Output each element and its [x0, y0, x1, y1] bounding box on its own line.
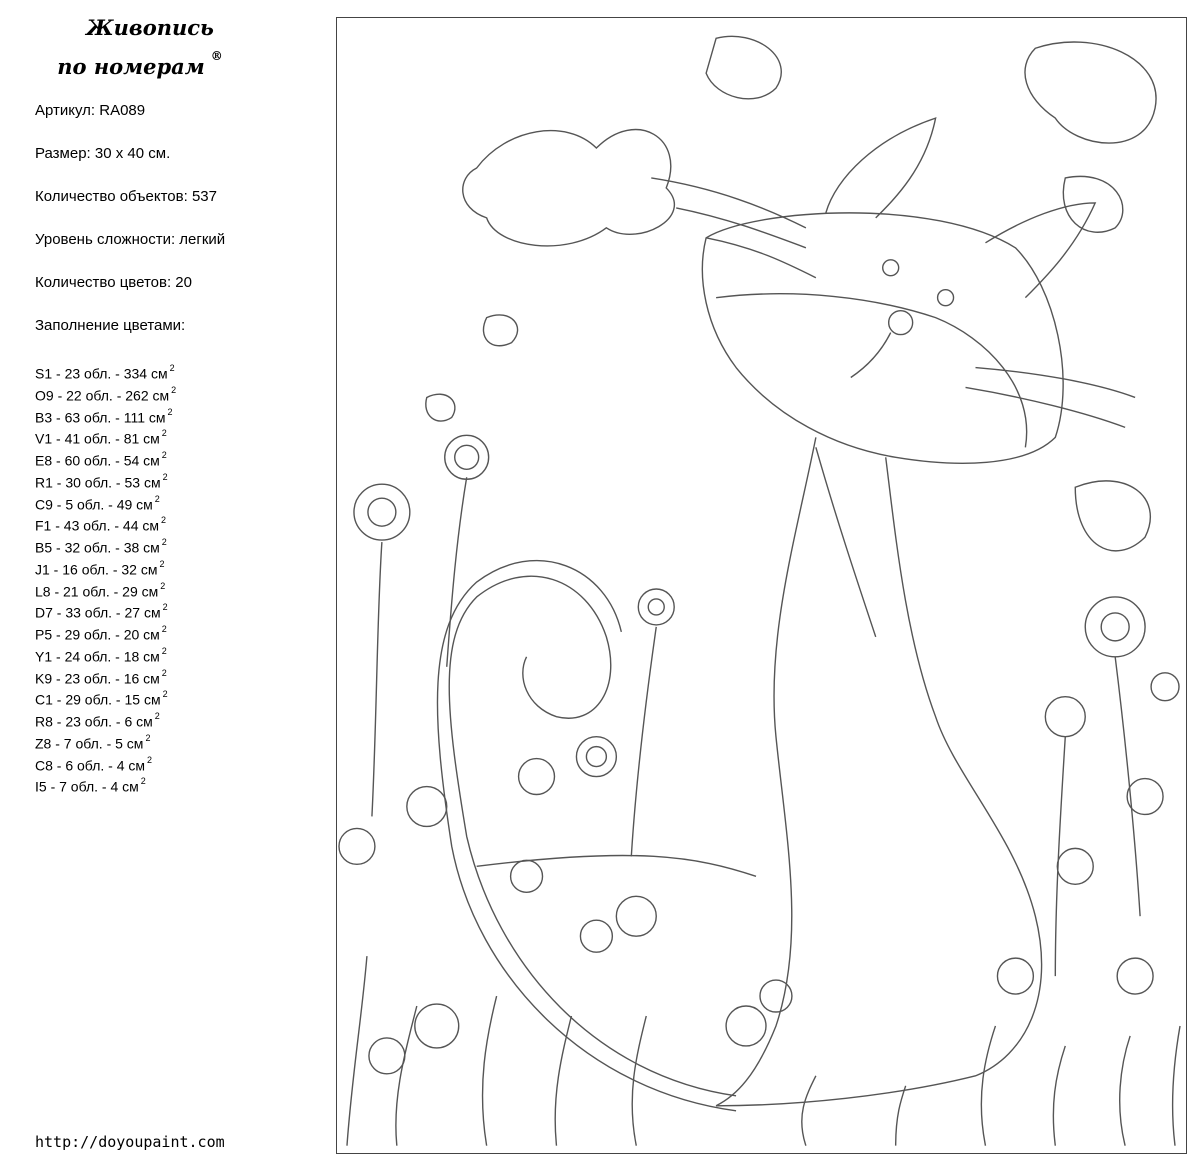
color-fill-text: B3 - 63 обл. - 111 см [35, 409, 166, 426]
square-unit-exponent: 2 [167, 406, 173, 417]
color-fill-item [35, 404, 176, 426]
square-unit-exponent: 2 [161, 537, 167, 547]
cat-neck [816, 447, 876, 637]
color-fill-text: C8 - 6 обл. - 4 см [35, 757, 145, 774]
cat-mouth [851, 333, 891, 378]
square-unit-exponent: 2 [162, 471, 168, 482]
square-unit-exponent: 2 [161, 667, 167, 678]
flowers [339, 435, 1179, 1073]
square-unit-exponent: 2 [145, 732, 151, 743]
color-fill-item [35, 730, 176, 752]
square-unit-exponent: 2 [162, 602, 168, 613]
color-fill-item [35, 534, 176, 556]
color-fill-item [35, 556, 176, 578]
grass [347, 956, 1180, 1146]
color-fill-item [35, 686, 176, 708]
color-fill-text: L8 - 21 обл. - 29 см [35, 583, 159, 600]
brand-line-2-text: по номерам [57, 54, 205, 79]
ground-line [477, 855, 756, 876]
background-blob [1025, 42, 1156, 143]
color-fill-item [35, 491, 176, 513]
square-unit-exponent: 2 [169, 363, 175, 373]
brand-title [0, 10, 300, 84]
square-unit-exponent: 2 [162, 689, 168, 700]
color-fill-text: Y1 - 24 обл. - 18 см [35, 648, 160, 665]
color-fill-text: D7 - 33 обл. - 27 см [35, 604, 161, 621]
cat-ear-left [826, 118, 936, 218]
article-line: Артикул: RA089 [35, 102, 146, 119]
background-blob [463, 130, 675, 246]
cat-whiskers-right [966, 368, 1136, 428]
color-fill-item [35, 382, 176, 404]
color-fill-text: O9 - 22 обл. - 262 см [35, 387, 170, 404]
color-fill-item [35, 621, 176, 643]
background-blob [483, 315, 517, 346]
background-blob [426, 394, 455, 421]
color-fill-item [35, 447, 176, 469]
color-fill-text: R1 - 30 обл. - 53 см [35, 474, 161, 491]
color-fill-text: F1 - 43 обл. - 44 см [35, 517, 160, 534]
color-fill-item [35, 512, 176, 534]
cat-line-art [337, 18, 1186, 1153]
flower-stems [372, 477, 1140, 976]
cat-head [702, 213, 1063, 463]
cat-whiskers-left [651, 178, 816, 278]
product-info [35, 100, 225, 358]
color-fill-item [35, 469, 176, 491]
square-unit-exponent: 2 [159, 558, 165, 569]
background-blob [1063, 176, 1122, 232]
color-fill-text: V1 - 41 обл. - 81 см [35, 430, 160, 447]
color-fill-text: K9 - 23 обл. - 16 см [35, 670, 160, 687]
square-unit-exponent: 2 [154, 711, 160, 721]
color-fill-item [35, 708, 176, 730]
color-fill-text: Z8 - 7 обл. - 5 см [35, 735, 144, 752]
square-unit-exponent: 2 [161, 515, 167, 526]
color-fill-text: S1 - 23 обл. - 334 см [35, 365, 168, 382]
coloring-canvas [336, 17, 1187, 1154]
cat-eye [938, 290, 954, 306]
color-fill-text: C1 - 29 обл. - 15 см [35, 691, 161, 708]
fill-heading: Заполнение цветами: [35, 317, 186, 334]
color-fill-text: J1 - 16 обл. - 32 см [35, 561, 158, 578]
cat-tail-inner [437, 561, 736, 1111]
cat-body [716, 437, 1041, 1105]
color-fill-item [35, 643, 176, 665]
cat-eye [883, 260, 899, 276]
color-fill-text: B5 - 32 обл. - 38 см [35, 539, 160, 556]
color-fill-item [35, 752, 176, 774]
cat-nose [889, 311, 913, 335]
square-unit-exponent: 2 [161, 428, 167, 439]
colors-count-line: Количество цветов: 20 [35, 274, 192, 291]
square-unit-exponent: 2 [147, 754, 153, 765]
square-unit-exponent: 2 [171, 384, 177, 395]
square-unit-exponent: 2 [140, 776, 146, 787]
color-fill-item [35, 665, 176, 687]
background-blob [1075, 481, 1150, 551]
color-fill-text: P5 - 29 обл. - 20 см [35, 626, 160, 643]
square-unit-exponent: 2 [160, 580, 166, 591]
brand-line-2 [0, 45, 290, 84]
color-fill-item [35, 578, 176, 600]
square-unit-exponent: 2 [154, 493, 160, 504]
website-link[interactable]: http://doyoupaint.com [35, 1133, 225, 1151]
cat-face-inner [716, 294, 1027, 448]
color-fill-item [35, 360, 176, 382]
difficulty-line: Уровень сложности: легкий [35, 231, 226, 248]
color-fill-item [35, 599, 176, 621]
color-fill-text: C9 - 5 обл. - 49 см [35, 496, 153, 513]
color-fill-list [35, 360, 176, 795]
registered-mark: ® [210, 49, 223, 63]
color-fill-text: E8 - 60 обл. - 54 см [35, 452, 160, 469]
objects-count-line: Количество объектов: 537 [35, 188, 217, 205]
color-fill-item [35, 773, 176, 795]
color-fill-text: R8 - 23 обл. - 6 см [35, 713, 153, 730]
square-unit-exponent: 2 [161, 645, 167, 656]
square-unit-exponent: 2 [161, 624, 167, 634]
color-fill-text: I5 - 7 обл. - 4 см [35, 778, 139, 795]
brand-line-1: Живопись [86, 15, 214, 40]
background-blob [706, 36, 781, 98]
size-line: Размер: 30 x 40 см. [35, 145, 171, 162]
color-fill-item [35, 425, 176, 447]
square-unit-exponent: 2 [161, 450, 167, 460]
